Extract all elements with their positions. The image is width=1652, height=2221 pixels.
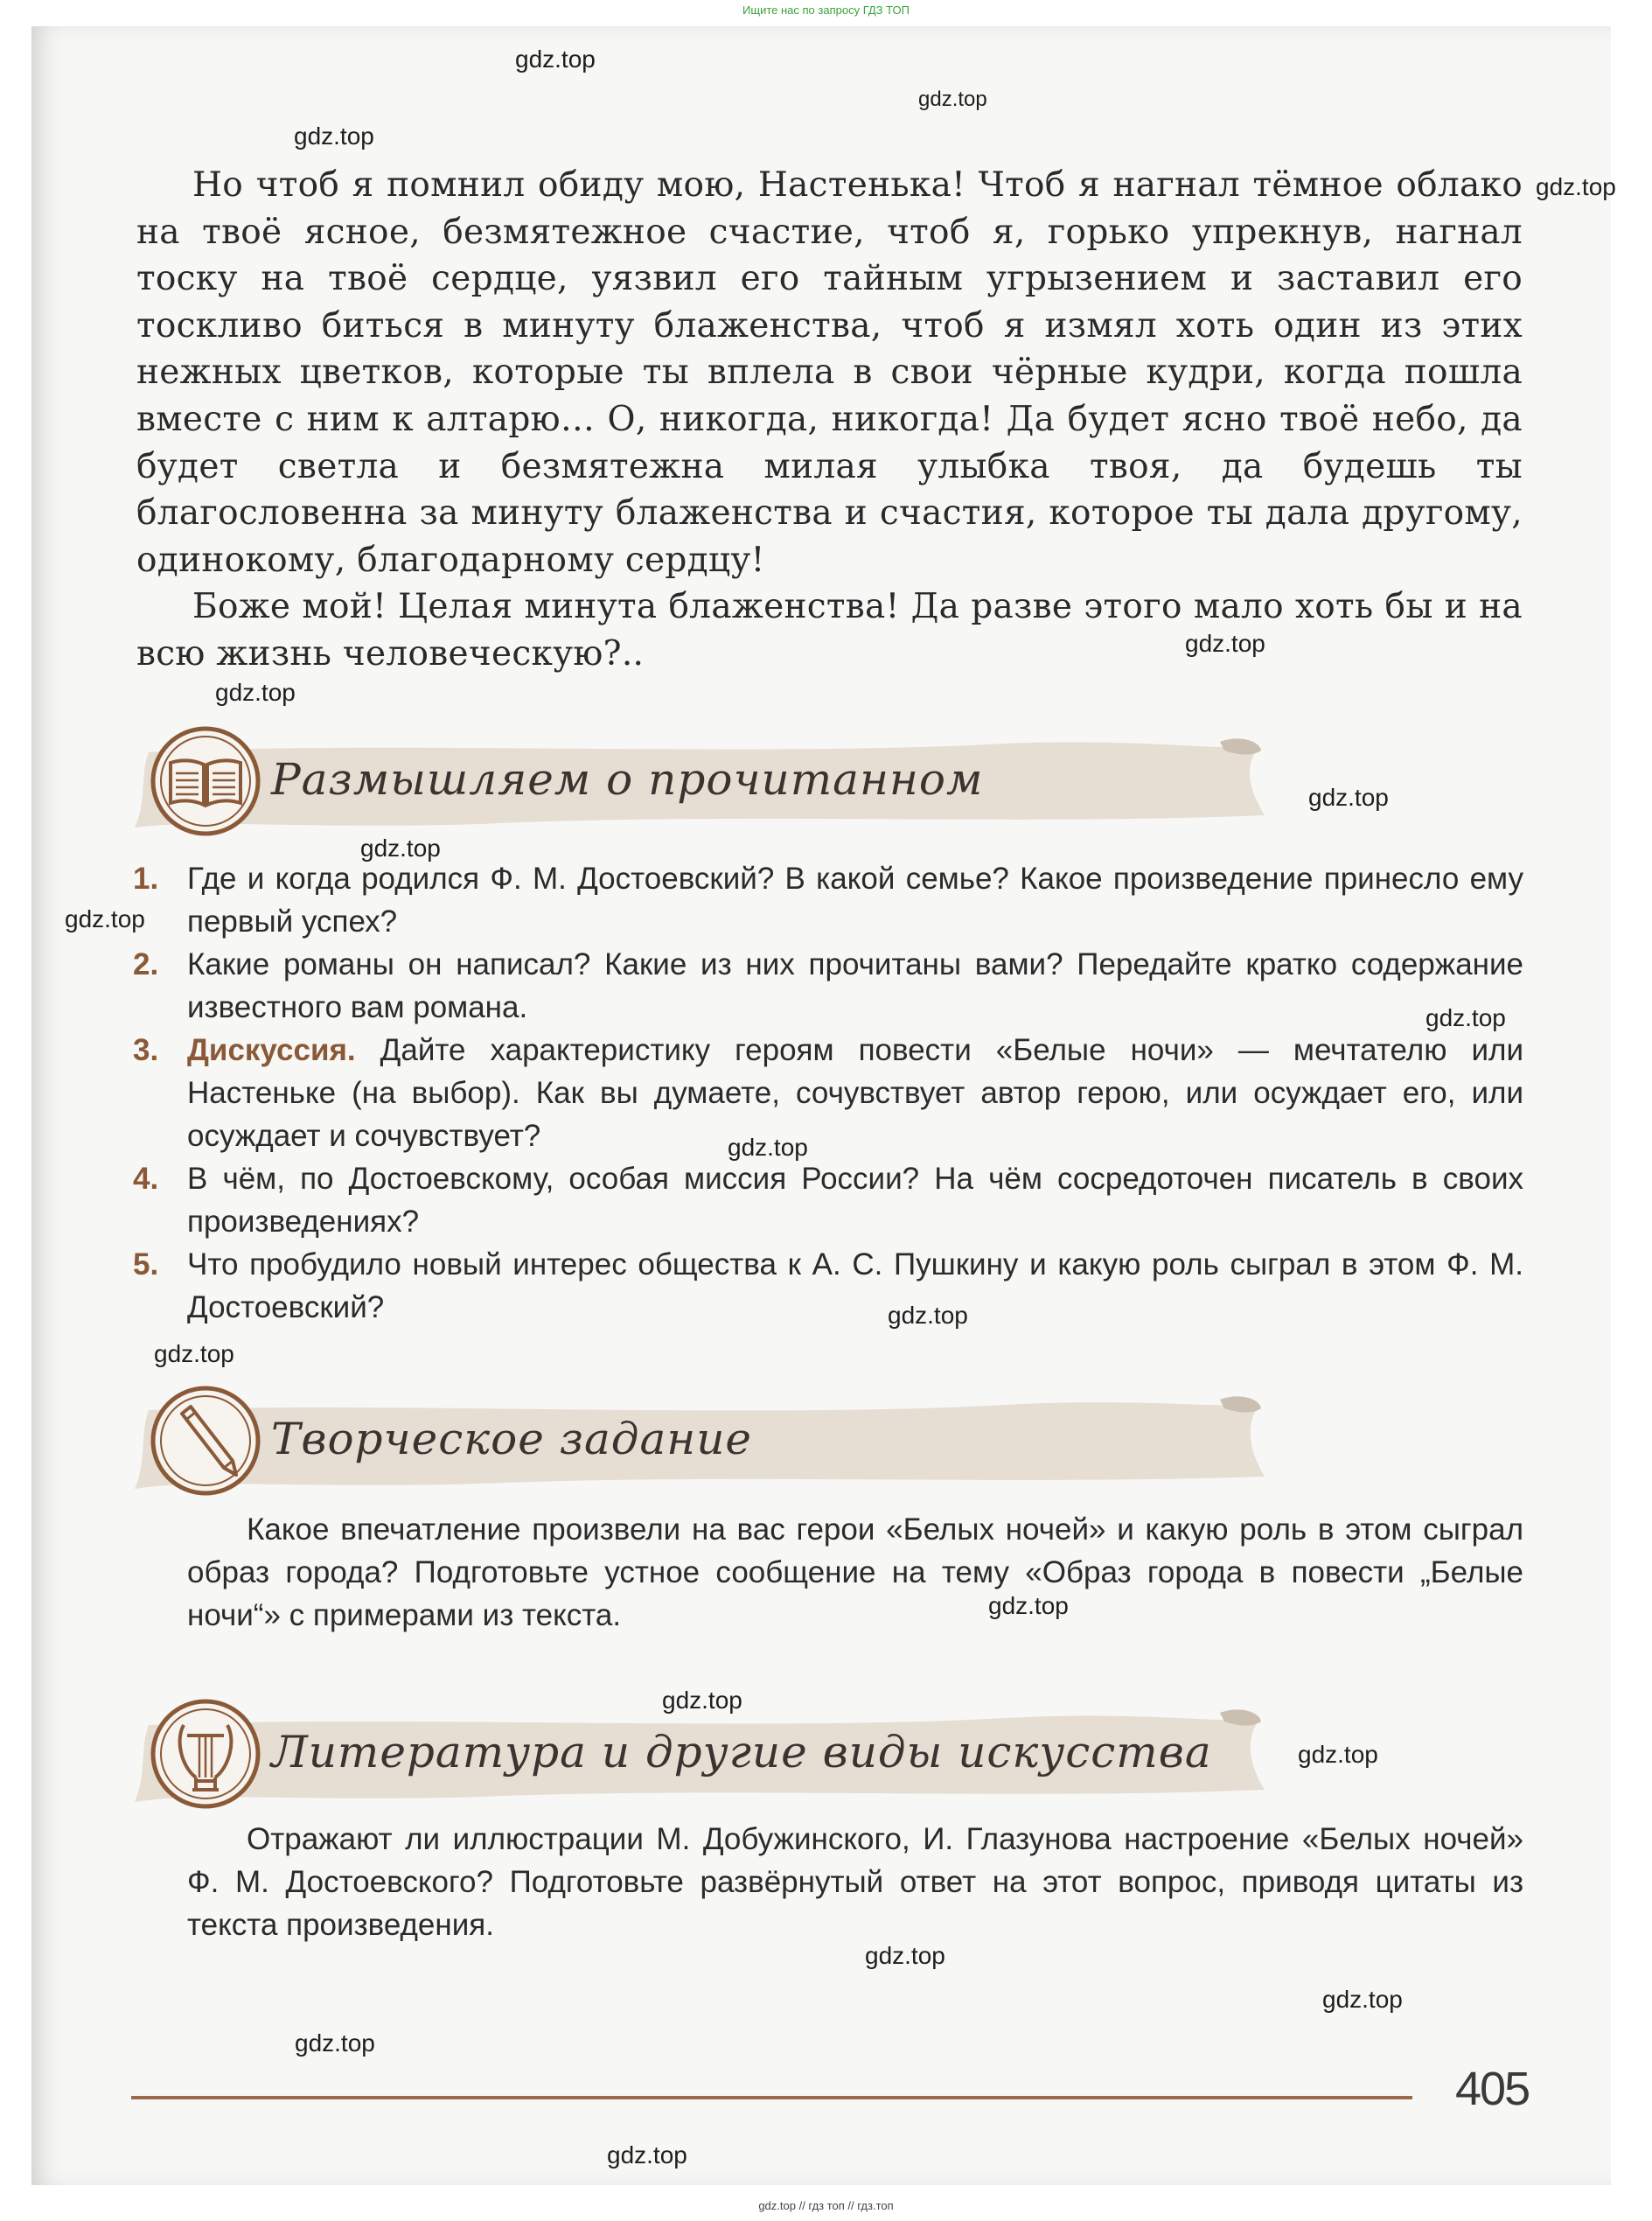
watermark: gdz.top (607, 2141, 687, 2169)
top-note: Ищите нас по запросу ГДЗ ТОП (742, 3, 910, 17)
question-list (133, 857, 1523, 1329)
question-number: 2. (133, 947, 159, 981)
question-number: 4. (133, 1162, 159, 1196)
watermark: gdz.top (1298, 1741, 1378, 1768)
watermark: gdz.top (1308, 784, 1389, 811)
excerpt-text (136, 162, 1523, 678)
list-item (133, 1157, 1523, 1243)
section-title: Творческое задание (271, 1414, 753, 1464)
question-text: Какие романы он написал? Какие из них прочитаны вами? Передайте кратко содержание известного вам романа. (187, 947, 1523, 1024)
question-text: Где и когда родился Ф. М. Достоевский? В какой семье? Какое произведение принесло ему первый успех? (187, 862, 1523, 939)
section-title: Литература и другие виды искусства (271, 1727, 1212, 1777)
list-item (133, 1243, 1523, 1329)
section-header-creative (131, 1391, 1268, 1494)
excerpt-paragraph: Но чтоб я помнил обиду мою, Настенька! Чтоб я нагнал тёмное облако на твоё ясное, безмятежное счастие, чтоб я, горько упрекнув, нагнал тоску на твоё сердце, уязвил его тайным угрызением и заставил его тоскливо биться в минуту блаженства, чтоб я измял хоть один из этих нежных цветков, которые ты вплела в свои чёрные кудри, когда пошла вместе с ним к алтарю… О, никогда, никогда! Да будет ясно твоё небо, да будет светла и безмятежна милая улыбка твоя, да будешь ты благословенна за минуту блаженства и счастия, которое ты дала другому, одинокому, благодарному сердцу! (136, 165, 1523, 580)
list-item (133, 1029, 1523, 1157)
watermark: gdz.top (662, 1687, 742, 1714)
question-number: 3. (133, 1033, 159, 1067)
watermark: gdz.top (728, 1134, 808, 1161)
watermark: gdz.top (295, 2029, 375, 2057)
bottom-note: gdz.top // гдз топ // гдз.топ (758, 2199, 894, 2212)
watermark: gdz.top (1536, 173, 1616, 200)
open-book-icon (149, 724, 262, 838)
question-number: 5. (133, 1247, 159, 1282)
watermark: gdz.top (1322, 1986, 1403, 2013)
footer-rule (131, 2096, 1412, 2099)
list-item (133, 857, 1523, 943)
watermark: gdz.top (988, 1592, 1069, 1619)
page-number: 405 (1455, 2063, 1530, 2115)
question-text: В чём, по Достоевскому, особая миссия России? На чём сосредоточен писатель в своих произведениях? (187, 1162, 1523, 1239)
watermark: gdz.top (360, 835, 441, 862)
watermark: gdz.top (918, 87, 987, 111)
section-title: Размышляем о прочитанном (271, 754, 984, 805)
creative-task-text: Какое впечатление произвели на вас герои «Белых ночей» и какую роль в этом сыграл образ города? Подготовьте устное сообщение на тему «Образ города в повести „Белые ночи“» с примерами из текста. (187, 1512, 1523, 1632)
section-header-arts (131, 1704, 1268, 1807)
watermark: gdz.top (154, 1340, 234, 1367)
question-text: Что пробудило новый интерес общества к А. С. Пушкину и какую роль сыграл в этом Ф. М. Достоевский? (187, 1247, 1523, 1324)
watermark: gdz.top (65, 905, 145, 932)
arts-task-text: Отражают ли иллюстрации М. Добужинского, И. Глазунова настроение «Белых ночей» Ф. М. Достоевского? Подготовьте развёрнутый ответ на этот вопрос, приводя цитаты из текста произведения. (187, 1822, 1523, 1942)
question-number: 1. (133, 862, 159, 896)
lyre-icon (149, 1697, 262, 1811)
question-label: Дискуссия. (187, 1033, 356, 1067)
watermark: gdz.top (888, 1302, 968, 1329)
watermark: gdz.top (865, 1942, 945, 1969)
pencil-icon (149, 1384, 262, 1498)
list-item (133, 943, 1523, 1029)
watermark: gdz.top (1425, 1004, 1506, 1031)
section-header-reflect (131, 731, 1268, 835)
watermark: gdz.top (515, 45, 596, 73)
watermark: gdz.top (1185, 630, 1265, 657)
question-text: Дайте характеристику героям повести «Белые ночи» — мечтателю или Настеньке (на выбор). Как вы думаете, сочувствует автор герою, или осуждает его, или осуждает и сочувствует? (187, 1033, 1523, 1153)
excerpt-paragraph: Боже мой! Целая минута блаженства! Да разве этого мало хоть бы и на всю жизнь человеческую?.. (136, 587, 1523, 674)
watermark: gdz.top (294, 122, 374, 150)
watermark: gdz.top (215, 679, 296, 706)
